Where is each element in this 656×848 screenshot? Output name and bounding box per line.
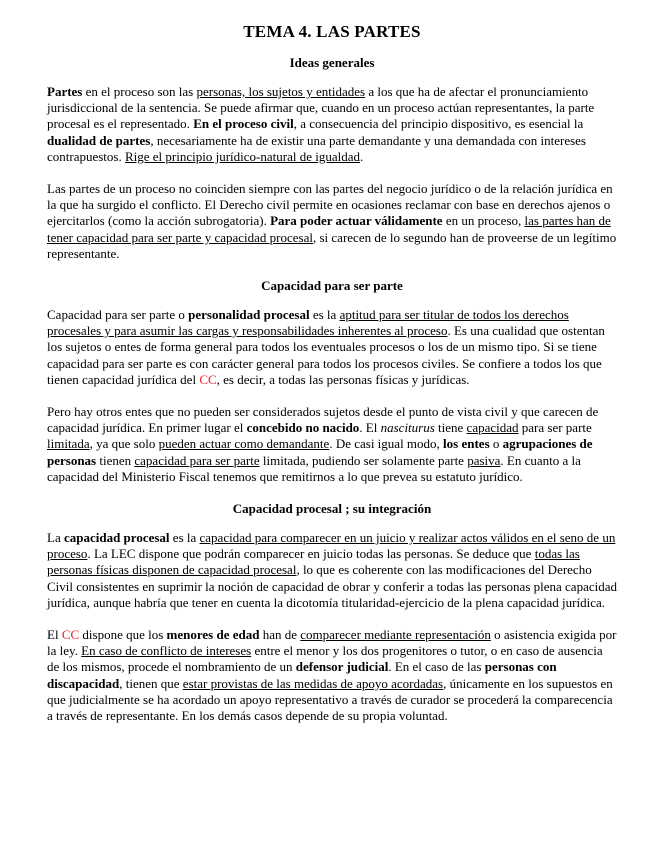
paragraph-capacidad-parte: Capacidad para ser parte o personalidad procesal es la aptitud para ser titular de todos los derechos procesales y para asumir las cargas y responsabilidades inherentes al proceso. Es una cualidad que ostentan los sujetos o entes de forma general para todos los eventuales procesos o los de un mismo tipo. Si se tiene capacidad para ser parte es con carácter general para todos los procesos civiles. Se confiere a todos los que tienen capacidad jurídica del CC, es decir, a todas las personas físicas y jurídicas. [47,307,605,387]
section-heading-capacidad-parte: Capacidad para ser parte [261,278,403,294]
paragraph-capacidad-procesal: La capacidad procesal es la capacidad para comparecer en un juicio y realizar actos válidos en el seno de un proceso. La LEC dispone que podrán comparecer en juicio todas las personas. Se deduce que todas las personas físicas disponen de capacidad procesal, lo que es coherente con las modificaciones del Derecho Civil consistentes en suprimir la noción de capacidad de obrar y conferir a todas las personas plena capacidad jurídica, aunque habría que tener en cuenta la dicotomía titularidad-ejercicio de la plena capacidad jurídica. [47,530,617,610]
cc-reference: CC [199,371,217,387]
paragraph-partes-proceso: Las partes de un proceso no coinciden siempre con las partes del negocio jurídico o de la relación jurídica en la que ha surgido el conflicto. El Derecho civil permite en ocasiones reclamar con base en derechos ajenos o ejercitarlos (como la acción subrogatoria). Para poder actuar válidamente en un proceso, las partes han de tener capacidad para ser parte y capacidad procesal, si carecen de lo segundo han de proveerse de un legítimo representante. [47,181,617,261]
paragraph-menores: El CC dispone que los menores de edad han de comparecer mediante representación o asistencia exigida por la ley. En caso de conflicto de intereses entre el menor y los dos progenitores o tutor, o en caso de ausencia de los mismos, procede el nombramiento de un defensor judicial. En el caso de las personas con discapacidad, tienen que estar provistas de las medidas de apoyo acordadas, únicamente en los supuestos en que judicialmente se ha acordado un apoyo representativo a través de curador se procederá la comparecencia a través de representante. En los demás casos depende de su propia voluntad. [47,627,617,724]
document-title: TEMA 4. LAS PARTES [243,22,421,41]
document-page [47,22,617,740]
section-heading-ideas: Ideas generales [289,55,375,70]
cc-reference: CC [61,627,80,643]
paragraph-partes: Partes en el proceso son las personas, los sujetos y entidades a los que ha de afectar el pronunciamiento jurisdiccional de la sentencia. Se puede afirmar que, cuando en un proceso actúan representantes, la parte procesal es el representado. En el proceso civil, a consecuencia del principio dispositivo, es esencial la dualidad de partes, necesariamente ha de existir una parte demandante y una demandada con intereses contrapuestos. Rige el principio jurídico-natural de igualdad. [47,84,595,164]
paragraph-otros-entes: Pero hay otros entes que no pueden ser considerados sujetos desde el punto de vista civil y que carecen de capacidad jurídica. En primer lugar el concebido no nacido. El nasciturus tiene capacidad para ser parte limitada, ya que solo pueden actuar como demandante. De casi igual modo, los entes o agrupaciones de personas tienen capacidad para ser parte limitada, pudiendo ser solamente parte pasiva. En cuanto a la capacidad del Ministerio Fiscal tenemos que remitirnos a lo que prevea su estatuto jurídico. [47,404,599,484]
section-heading-capacidad-procesal: Capacidad procesal ; su integración [232,501,432,517]
term-partes: Partes [47,84,83,99]
